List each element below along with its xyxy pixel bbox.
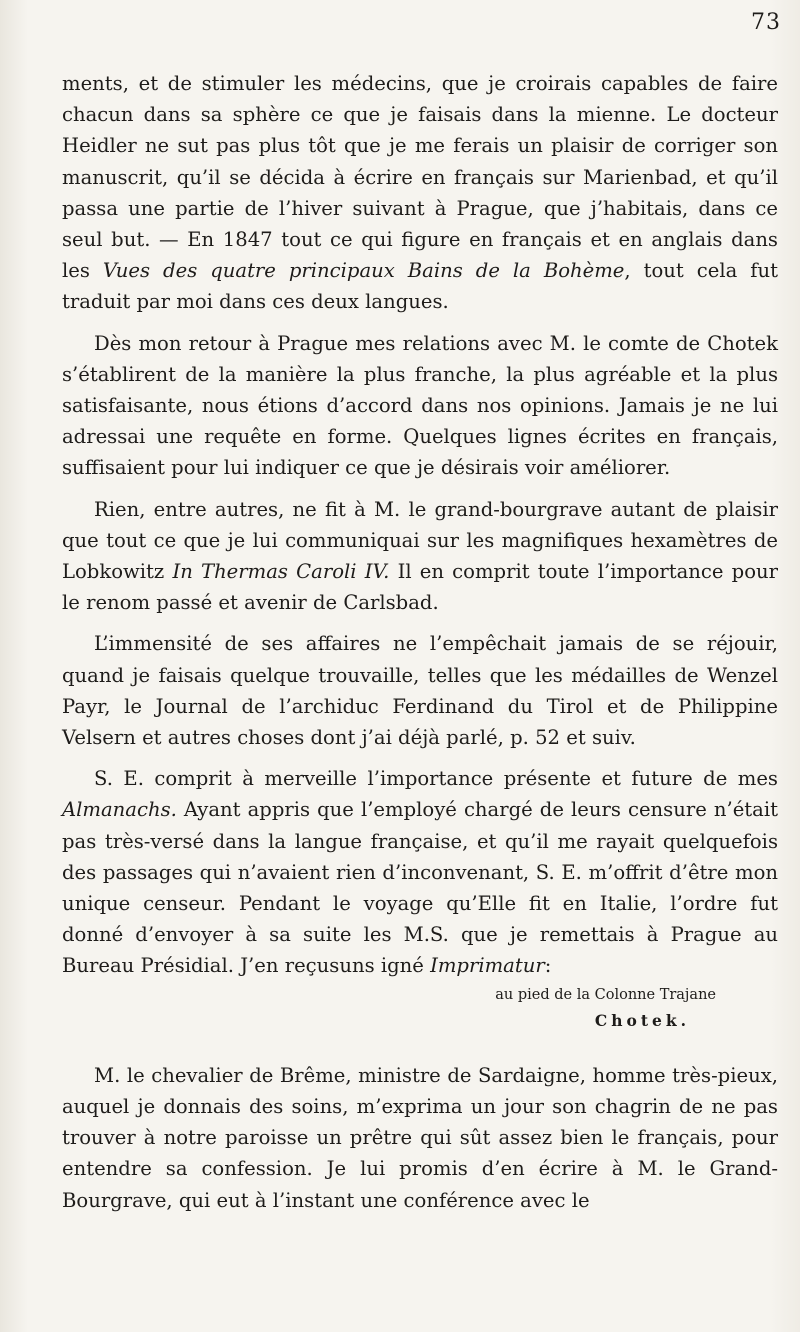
paragraph-5 xyxy=(62,763,778,981)
paragraph-3-text-b: Il en comprit toute l’importance pour le renom passé et avenir de Carlsbad. xyxy=(62,560,779,615)
paragraph-6 xyxy=(62,1060,778,1216)
paragraph-4 xyxy=(62,628,778,753)
paragraph-3 xyxy=(62,494,778,619)
poem-title-in-thermas: In Thermas Caroli IV. xyxy=(172,560,390,584)
page-number: 73 xyxy=(751,10,781,35)
title-almanachs: Almanachs. xyxy=(62,798,177,822)
book-title-vues-des-bains: Vues des quatre principaux Bains de la Bohème xyxy=(102,259,625,283)
paragraph-4-text: L’immensité de ses affaires ne l’empêchait jamais de se réjouir, quand je faisais quelque trouvaille, telles que les médailles de Wenzel Payr, le Journal de l’archiduc Ferdinand du Tirol et de Philippine Velsern et autres choses dont j’ai déjà parlé, p. 52 et suiv. xyxy=(62,632,778,750)
paragraph-5-text-a: S. E. comprit à merveille l’importance présente et future de mes xyxy=(94,767,778,791)
paragraph-5-text-c: : xyxy=(544,954,552,978)
paragraph-1-text-a: ments, et de stimuler les médecins, que je croirais capables de faire chacun dans sa sphère ce que je faisais dans la mienne. Le docteur Heidler ne sut pas plus tôt que je me ferais un plaisir de corriger son manuscrit, qu’il se décida à écrire en français sur Marienbad, et qu’il passa une partie de l’hiver suivant à Prague, que j’habitais, dans ce seul but. — En 1847 tout ce qui figure en français et en anglais dans les xyxy=(62,72,778,283)
word-imprimatur: Imprimatur xyxy=(430,954,545,978)
paragraph-2-text: Dès mon retour à Prague mes relations avec M. le comte de Chotek s’établirent de la manière la plus franche, la plus agréable et la plus satisfaisante, nous étions d’accord dans nos opinions. Jamais je ne lui adressai une requête en forme. Quelques lignes écrites en français, suffisaient pour lui indiquer ce que je désirais voir améliorer. xyxy=(62,331,778,480)
body-text xyxy=(62,68,778,1226)
paragraph-5-text-b: Ayant appris que l’employé chargé de leurs censure n’était pas très-versé dans la langue française, et qu’il me rayait quelquefois des passages qui n’avaient rien d’inconvenant, S. E. m’offrit d’être mon unique censeur. Pendant le voyage qu’Elle fit en Italie, l’ordre fut donné d’envoyer à sa suite les M.S. que je remettais à Prague au Bureau Présidial. J’en reçusuns igné xyxy=(62,798,778,978)
paragraph-1-text-b: , tout cela fut traduit par moi dans ces deux langues. xyxy=(62,259,778,314)
paragraph-3-text-a: Rien, entre autres, ne fit à M. le grand-bourgrave autant de plaisir que tout ce que je lui communiquai sur les magnifiques hexamètres de Lobkowitz xyxy=(62,497,778,584)
signature-location: au pied de la Colonne Trajane xyxy=(495,986,716,1003)
paragraph-1 xyxy=(62,68,778,318)
signature-name: Chotek. xyxy=(594,1010,690,1030)
paragraph-2 xyxy=(62,328,778,484)
paragraph-6-text: M. le chevalier de Brême, ministre de Sardaigne, homme très-pieux, auquel je donnais des soins, m’exprima un jour son chagrin de ne pas trouver à notre paroisse un prêtre qui sût assez bien le français, pour entendre sa confession. Je lui promis d’en écrire à M. le Grand-Bourgrave, qui eut à l’instant une conférence avec le xyxy=(62,1063,778,1212)
